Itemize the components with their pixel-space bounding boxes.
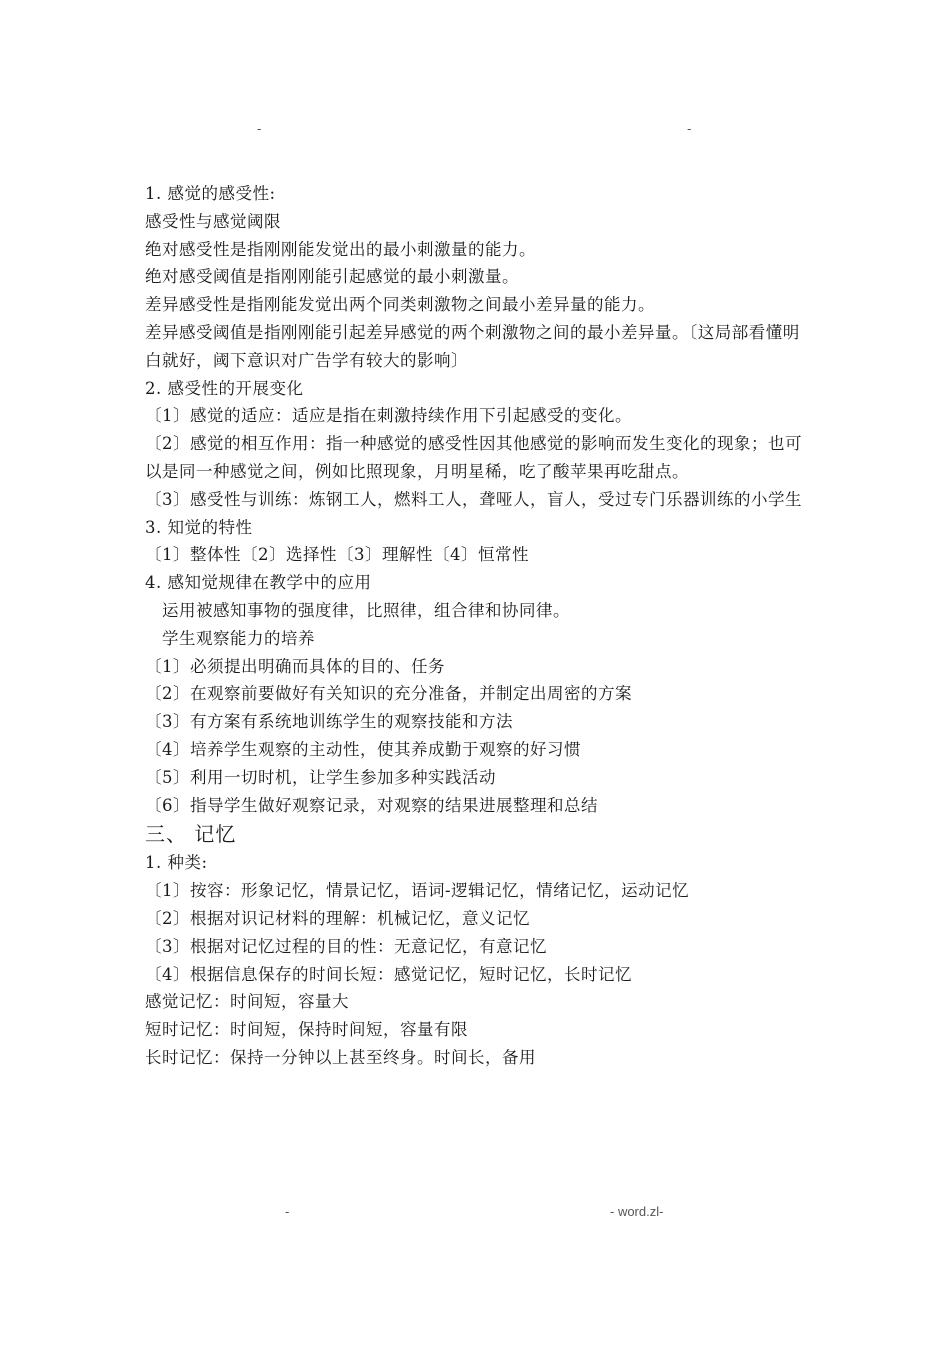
header-left-mark: - [257,122,262,137]
paragraph-line: 差异感受性是指刚能发觉出两个同类刺激物之间最小差异量的能力。 [145,295,655,315]
paragraph-line: 感觉记忆：时间短，容量大 [145,992,349,1012]
list-item: 〔4〕培养学生观察的主动性，使其养成勤于观察的好习惯 [145,739,581,759]
list-item: 〔1〕整体性〔2〕选择性〔3〕理解性〔4〕恒常性 [145,545,529,565]
footer-left-mark: - [285,1204,290,1219]
list-item: 〔1〕按容：形象记忆，情景记忆，语词-逻辑记忆，情绪记忆，运动记忆 [145,881,690,901]
footer-right-mark: - word.zl- [610,1204,664,1219]
list-item: 〔3〕根据对记忆过程的目的性：无意记忆，有意记忆 [145,936,547,956]
list-item: 〔1〕感觉的适应：适应是指在刺激持续作用下引起感受的变化。 [145,406,632,426]
chapter-heading: 三、 记忆 [145,822,237,847]
list-item: 〔3〕感受性与训练：炼钢工人，燃料工人，聋哑人，盲人，受过专门乐器训练的小学生 [145,489,802,509]
paragraph-line: 学生观察能力的培养 [162,628,315,648]
header-right-mark: - [687,122,692,137]
document-body [145,180,810,1072]
paragraph-line: 感受性与感觉阈限 [145,211,281,231]
list-item: 〔2〕在观察前要做好有关知识的充分准备，并制定出周密的方案 [145,684,632,704]
list-item: 〔2〕感觉的相互作用：指一种感觉的感受性因其他感觉的影响而发生变化的现象；也可以是同一种感觉之间，例如比照现象，月明星稀，吃了酸苹果再吃甜点。 [145,434,802,481]
paragraph-line: 长时记忆：保持一分钟以上甚至终身。时间长，备用 [145,1047,536,1067]
section-heading: 2. 感受性的开展变化 [145,378,304,398]
paragraph-line: 短时记忆：时间短，保持时间短，容量有限 [145,1020,468,1040]
list-item: 〔6〕指导学生做好观察记录，对观察的结果进展整理和总结 [145,795,598,815]
list-item: 〔3〕有方案有系统地训练学生的观察技能和方法 [145,712,513,732]
section-heading: 1. 种类: [145,853,208,873]
section-heading: 4. 感知觉规律在教学中的应用 [145,573,372,593]
section-heading: 3. 知觉的特性 [145,517,253,537]
list-item: 〔4〕根据信息保存的时间长短：感觉记忆，短时记忆，长时记忆 [145,964,632,984]
list-item: 〔1〕必须提出明确而具体的目的、任务 [145,656,445,676]
paragraph-line: 绝对感受阈值是指刚刚能引起感觉的最小刺激量。 [145,267,519,287]
paragraph-line: 绝对感受性是指刚刚能发觉出的最小刺激量的能力。 [145,239,536,259]
section-heading: 1. 感觉的感受性: [145,184,276,203]
list-item: 〔2〕根据对识记材料的理解：机械记忆，意义记忆 [145,908,530,928]
list-item: 〔5〕利用一切时机，让学生参加多种实践活动 [145,767,496,787]
paragraph-line: 运用被感知事物的强度律，比照律，组合律和协同律。 [162,600,570,620]
paragraph-line: 差异感受阈值是指刚刚能引起差异感觉的两个刺激物之间的最小差异量。〔这局部看懂明白就好，阈下意识对广告学有较大的影响〕 [145,322,800,370]
